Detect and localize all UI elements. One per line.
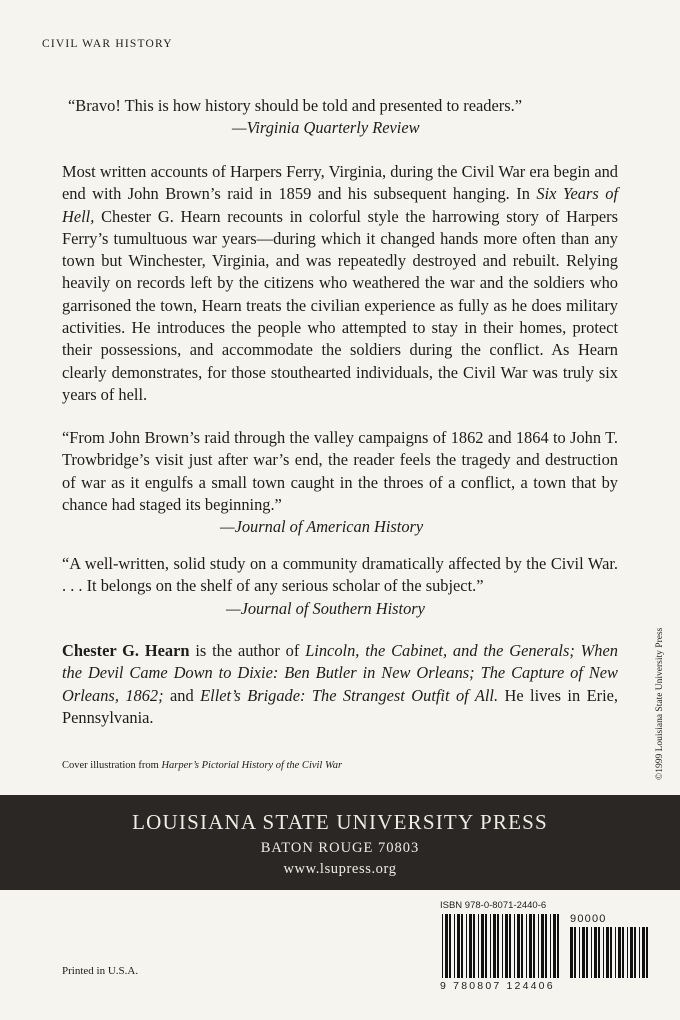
barcode-bar xyxy=(618,927,621,978)
blurb-source: —Journal of American History xyxy=(220,517,424,537)
barcode-bar xyxy=(615,927,616,978)
blurb-virginia-quarterly xyxy=(62,95,618,140)
book-title: The Capture of New Orleans, 1862; xyxy=(62,663,618,705)
barcode-bar xyxy=(610,927,612,978)
barcode-bar xyxy=(622,927,624,978)
barcode-bar xyxy=(449,914,451,978)
series-label: CIVIL WAR HISTORY xyxy=(42,38,173,50)
barcode-bar xyxy=(557,914,559,978)
barcode-bar xyxy=(579,927,580,978)
barcode-bar xyxy=(478,914,479,978)
barcode-bar xyxy=(529,914,532,978)
barcode xyxy=(436,900,658,992)
price-code: 90000 xyxy=(570,913,607,925)
barcode-bar xyxy=(582,927,585,978)
barcode-bar xyxy=(586,927,588,978)
barcode-bar xyxy=(473,914,475,978)
blurb-quote: “Bravo! This is how history should be told and presented to readers.” xyxy=(68,96,522,115)
barcode-bar xyxy=(533,914,535,978)
blurb-journal-american-history xyxy=(62,427,618,538)
printed-in: Printed in U.S.A. xyxy=(62,965,139,977)
publisher-city: BATON ROUGE 70803 xyxy=(260,840,420,856)
barcode-bar xyxy=(642,927,645,978)
barcode-bar xyxy=(517,914,520,978)
barcode-bar xyxy=(497,914,499,978)
book-title: Lincoln, the Cabinet, and the Generals; xyxy=(305,641,575,660)
book-title: When the Devil Came Down to Dixie: Ben Butler in New Orleans; xyxy=(62,641,618,683)
book-title: Ellet’s Brigade: The Strangest Outfit of All. xyxy=(200,685,499,705)
barcode-bar xyxy=(598,927,600,978)
barcode-bar xyxy=(630,927,633,978)
cover-credit: Cover illustration from Harper’s Pictorial History of the Civil War xyxy=(62,760,343,771)
barcode-bar xyxy=(606,927,609,978)
blurb-quote: “A well-written, solid study on a community dramatically affected by the Civil War. . . . It belongs on the shelf of any serious scholar of the subject.” xyxy=(62,554,618,596)
author-name: Chester G. Hearn xyxy=(62,641,190,660)
barcode-bar xyxy=(509,914,511,978)
barcode-bar xyxy=(466,914,467,978)
barcode-bar xyxy=(514,914,515,978)
barcode-bar xyxy=(545,914,547,978)
barcode-bar xyxy=(634,927,636,978)
barcode-bar xyxy=(469,914,472,978)
barcode-bar xyxy=(538,914,539,978)
barcode-bar xyxy=(454,914,455,978)
barcode-bar xyxy=(493,914,496,978)
isbn-label: ISBN 978-0-8071-2440-6 xyxy=(440,900,547,911)
copyright-notice: ©1999 Louisiana State University Press xyxy=(655,627,665,780)
barcode-bar xyxy=(502,914,503,978)
description-intro: Most written accounts of Harpers Ferry, Virginia, during the Civil War era begin and end with John Brown’s raid in 1859 and his subsequent hanging. In xyxy=(62,162,618,204)
barcode-bar xyxy=(490,914,491,978)
barcode-bar xyxy=(646,927,648,978)
book-description xyxy=(62,161,618,406)
barcode-bar xyxy=(627,927,628,978)
barcode-bar xyxy=(591,927,592,978)
blurb-source: —Journal of Southern History xyxy=(226,598,425,618)
barcode-bar xyxy=(521,914,523,978)
barcode-bar xyxy=(485,914,487,978)
barcode-bar xyxy=(526,914,527,978)
blurb-quote: “From John Brown’s raid through the valley campaigns of 1862 and 1864 to John T. Trowbridge’s visit just after war’s end, the reader feels the tragedy and destruction of war as it engulfs a small town caught in the throes of a conflict, a town that by chance had staged its beginning.” xyxy=(62,428,618,514)
publisher-band xyxy=(0,795,680,890)
blurb-source: —Virginia Quarterly Review xyxy=(232,118,420,138)
barcode-bar xyxy=(505,914,508,978)
author-bio: Chester G. Hearn is the author of Lincoln, the Cabinet, and the Generals; When the Devil Came Down to Dixie: Ben Butler in New Orleans; The Capture of New Orleans, 1862; and Ellet’s Brigade: The Strangest Outfit of All. He lives in Erie, Pennsylvania. xyxy=(62,641,618,727)
barcode-bar xyxy=(445,914,448,978)
barcode-bar xyxy=(594,927,597,978)
publisher-website: www.lsupress.org xyxy=(283,861,397,877)
barcode-bar xyxy=(442,914,443,978)
barcode-bar xyxy=(457,914,460,978)
barcode-bar xyxy=(481,914,484,978)
publisher-name: LOUISIANA STATE UNIVERSITY PRESS xyxy=(132,810,548,834)
barcode-bar xyxy=(461,914,463,978)
barcode-bar xyxy=(603,927,604,978)
barcode-bar xyxy=(541,914,544,978)
barcode-graphic xyxy=(436,900,658,992)
blurb-journal-southern-history xyxy=(62,553,618,620)
barcode-bar xyxy=(570,927,573,978)
barcode-bar xyxy=(553,914,556,978)
description-body: Chester G. Hearn recounts in colorful style the harrowing story of Harpers Ferry’s tumultuous war years—during which it changed hands more often than any town but Winchester, Virginia, and was repeatedly destroyed and rebuilt. Relying heavily on records left by the citizens who weathered the war and the soldiers who garrisoned the town, Hearn treats the civilian experience as fully as he does military activities. He introduces the people who attempted to stay in their homes, protect their possessions, and accommodate the soldiers during the conflict. As Hearn clearly demonstrates, for those stouthearted individuals, the Civil War was truly six years of hell. xyxy=(62,206,618,404)
barcode-bar xyxy=(550,914,551,978)
barcode-bar xyxy=(574,927,576,978)
barcode-bar xyxy=(639,927,640,978)
barcode-digits: 9 780807 124406 xyxy=(440,980,555,992)
description-book-title: Six Years of Hell, xyxy=(62,184,618,226)
